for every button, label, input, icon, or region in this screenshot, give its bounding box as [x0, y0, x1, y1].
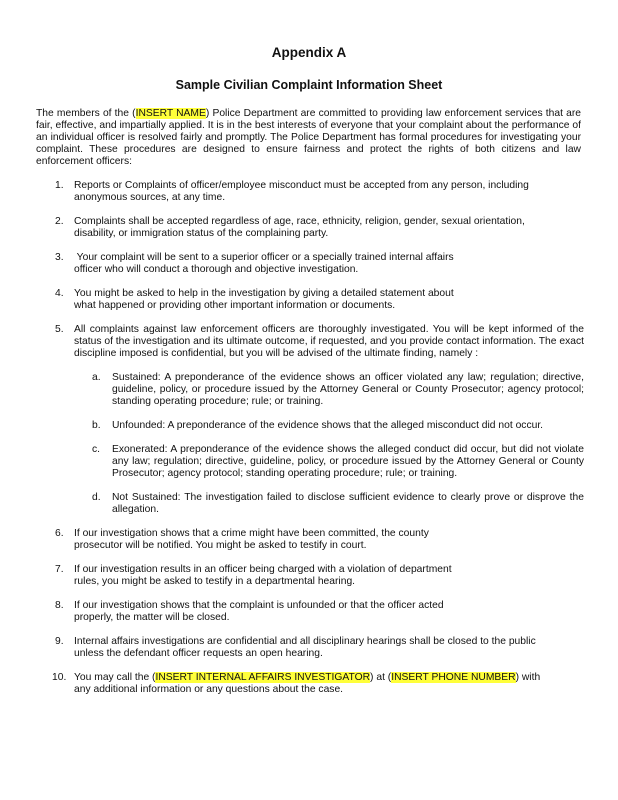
item-line: Complaints shall be accepted regardless of age, race, ethnicity, religion, gender, sexual orientation,	[74, 216, 525, 227]
intro-text-rest: ) Police Department are committed to providing law enforcement services that are fair, effective, and impartially applied. It is in the best interests of everyone that your complaint about the performance of an individual officer is resolved fairly and promptly. The Police Department has formal procedures for investigating your complaint. These procedures are designed to ensure fairness and protect the rights of both citizens and law enforcement officers:	[36, 108, 582, 167]
item-line: properly, the matter will be closed.	[74, 612, 230, 623]
item-number: 6.	[55, 528, 64, 539]
item-number: 1.	[55, 180, 64, 191]
finding-letter: a.	[92, 372, 101, 383]
item-number: 10.	[52, 672, 67, 683]
finding-text: Exonerated: A preponderance of the evidence shows the alleged conduct did occur, but did not violate any law; regulation; directive, guideline, policy, or procedure issued by the Attorney General or County Prosecutor; agency protocol; standing operating procedure; rule; or training.	[112, 444, 584, 479]
list-item	[36, 216, 584, 240]
finding-item	[74, 492, 584, 516]
item-text-part: ) at (	[370, 672, 392, 683]
item-line: disability, or immigration status of the complaining party.	[74, 228, 329, 239]
intro-paragraph	[36, 108, 581, 168]
item-line: You might be asked to help in the investigation by giving a detailed statement about	[74, 288, 454, 299]
intro-text-start: The members of the (	[36, 108, 136, 119]
item-number: 5.	[55, 324, 64, 335]
item-text-part: ) with	[515, 672, 541, 683]
finding-item	[74, 372, 584, 408]
item-line: Internal affairs investigations are confidential and all disciplinary hearings shall be closed to the public	[74, 636, 536, 647]
list-item	[36, 252, 584, 276]
page-title: Appendix A	[271, 45, 347, 60]
item-number: 8.	[55, 600, 64, 611]
item-line: any additional information or any questions about the case.	[74, 684, 344, 695]
item-number: 4.	[55, 288, 64, 299]
item-line: Reports or Complaints of officer/employee misconduct must be accepted from any person, including	[74, 180, 529, 191]
finding-letter: d.	[92, 492, 101, 503]
item-line: If our investigation shows that the complaint is unfounded or that the officer acted	[74, 600, 444, 611]
list-item	[36, 600, 584, 624]
complaint-procedure-list	[36, 180, 584, 708]
list-item	[36, 180, 584, 204]
finding-text: Not Sustained: The investigation failed to disclose sufficient evidence to clearly prove or disprove the allegation.	[112, 492, 584, 515]
item-line: If our investigation shows that a crime might have been committed, the county	[74, 528, 429, 539]
investigator-placeholder: INSERT INTERNAL AFFAIRS INVESTIGATOR	[155, 672, 371, 683]
item-line: what happened or providing other important information or documents.	[74, 300, 396, 311]
insert-name-placeholder: INSERT NAME	[135, 108, 206, 119]
item-number: 3.	[55, 252, 64, 263]
item-line: If our investigation results in an officer being charged with a violation of department	[74, 564, 452, 575]
item-text-part: You may call the (	[74, 672, 156, 683]
item-line: Your complaint will be sent to a superior officer or a specially trained internal affairs	[74, 252, 454, 263]
item-line: rules, you might be asked to testify in a departmental hearing.	[74, 576, 356, 587]
item-line: prosecutor will be notified. You might be asked to testify in court.	[74, 540, 367, 551]
finding-letter: b.	[92, 420, 101, 431]
finding-text: Sustained: A preponderance of the evidence shows an officer violated any law; regulation; directive, guideline, policy, or procedure issued by the Attorney General or County Prosecutor; agency protocol; standing operating procedure; rule; or training.	[112, 372, 584, 407]
list-item	[36, 672, 584, 696]
item-number: 2.	[55, 216, 64, 227]
finding-item	[74, 444, 584, 480]
list-item	[36, 564, 584, 588]
list-item	[36, 636, 584, 660]
list-item	[36, 288, 584, 312]
finding-letter: c.	[92, 444, 101, 455]
phone-number-placeholder: INSERT PHONE NUMBER	[391, 672, 516, 683]
list-item	[36, 324, 584, 516]
page-subtitle: Sample Civilian Complaint Information Sheet	[175, 78, 443, 92]
item-text: All complaints against law enforcement officers are thoroughly investigated. You will be kept informed of the status of the investigation and its ultimate outcome, if requested, and you provide contact information. The exact discipline imposed is confidential, but you will be advised of the ultimate finding, namely :	[74, 324, 584, 359]
item-line: officer who will conduct a thorough and objective investigation.	[74, 264, 359, 275]
findings-list	[74, 372, 584, 516]
item-line: anonymous sources, at any time.	[74, 192, 226, 203]
list-item	[36, 528, 584, 552]
item-line: unless the defendant officer requests an open hearing.	[74, 648, 323, 659]
finding-text: Unfounded: A preponderance of the evidence shows that the alleged misconduct did not occur.	[112, 420, 544, 431]
item-number: 7.	[55, 564, 64, 575]
item-number: 9.	[55, 636, 64, 647]
finding-item	[74, 420, 584, 432]
